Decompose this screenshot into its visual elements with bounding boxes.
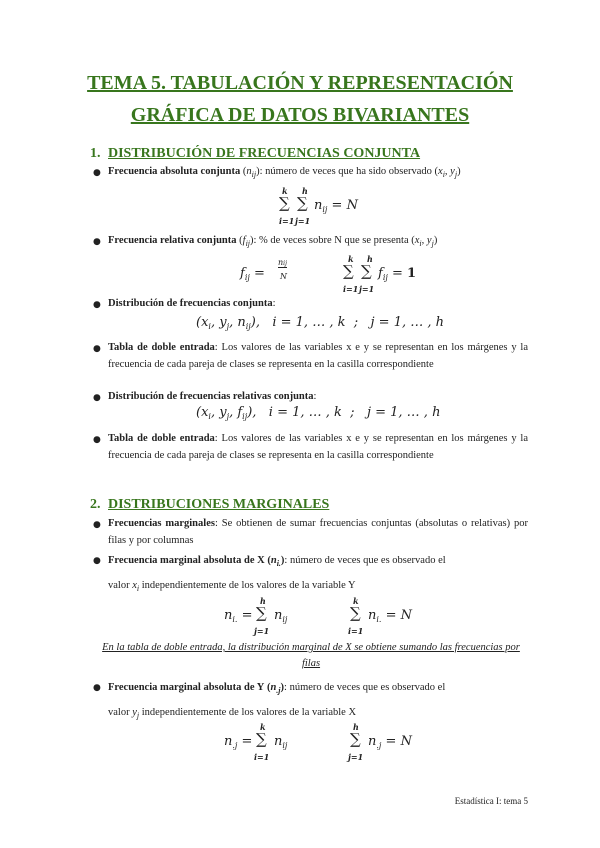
bullet-icon: ● xyxy=(93,393,101,403)
term: Distribución de frecuencias conjunta xyxy=(108,298,273,309)
formula-marginal-y-sum: h ∑ j=1 $n_{.j} = N$ xyxy=(348,722,412,762)
text: valor xyxy=(108,707,130,718)
section-heading: DISTRIBUCIÓN DE FRECUENCIAS CONJUNTA xyxy=(108,146,421,161)
bullet-icon: ● xyxy=(93,344,101,354)
formula-relative-dist: ($x_i$, $y_j$, $f_{ij}$), i = 1, … , k ; j = 1, … , h xyxy=(196,405,441,421)
paragraph: Distribución de frecuencias relativas conjunta: xyxy=(108,391,317,402)
page-title: TEMA 5. TABULACIÓN Y REPRESENTACIÓN xyxy=(87,72,513,94)
formula-marginal-x-sum: k ∑ i=1 $n_{i.} = N$ xyxy=(348,596,413,636)
term: Frecuencia marginal absoluta de X xyxy=(108,555,265,566)
bullet-icon: ● xyxy=(93,300,101,310)
note: En la tabla de doble entrada, la distribución marginal de X se obtiene sumando las frecuencias por filas xyxy=(102,642,520,669)
page-title-line2: GRÁFICA DE DATOS BIVARIANTES xyxy=(130,104,470,126)
section-number: 1. xyxy=(90,146,101,161)
term: Tabla de doble entrada xyxy=(108,342,215,353)
bullet-icon: ● xyxy=(93,520,101,530)
text: : número de veces que es observado el xyxy=(284,682,446,693)
text: : Los valores de las variables x e y se representan en los márgenes y la frecuencia de cada pareja de clases se representa en la casilla correspondiente xyxy=(108,342,528,370)
text: : número de veces que ha sido observado xyxy=(259,166,432,177)
bullet-icon: ● xyxy=(93,683,101,693)
term: Distribución de frecuencias relativas conjunta xyxy=(108,391,314,402)
term: Frecuencia marginal absoluta de Y xyxy=(108,682,265,693)
text: valor xyxy=(108,580,130,591)
bullet-icon: ● xyxy=(93,168,101,178)
formula-joint-dist: ($x_i$, $y_j$, $n_{ij}$), i = 1, … , k ; j = 1, … , h xyxy=(196,315,445,331)
text: : número de veces que es observado el xyxy=(284,555,446,566)
bullet-icon: ● xyxy=(93,556,101,566)
paragraph: Frecuencia marginal absoluta de X $(n_{i.})$: número de veces que es observado el valor $x_i$ independientemente de los valores de la variable Y xyxy=(108,555,446,593)
paragraph xyxy=(108,515,528,549)
formula-relative: $f_{ij}$ = nij N xyxy=(240,258,287,282)
paragraph: Frecuencia relativa conjunta $(f_{ij})$: % de veces sobre N que se presenta ($x_i$, $y_j$) xyxy=(108,235,438,248)
bullet-icon: ● xyxy=(93,237,101,247)
term: Frecuencias marginales xyxy=(108,518,215,529)
term: Tabla de doble entrada xyxy=(108,433,215,444)
text: independientemente de los valores de la variable Y xyxy=(141,580,356,591)
term: Frecuencia relativa conjunta xyxy=(108,235,237,246)
text: : Los valores de las variables x e y se representan en los márgenes y la frecuencia de cada pareja de clases se representa en la casilla correspondiente xyxy=(108,433,528,461)
text: independientemente de los valores de la variable X xyxy=(141,707,357,718)
section-number: 2. xyxy=(90,497,101,512)
section-heading: DISTRIBUCIONES MARGINALES xyxy=(108,497,330,512)
paragraph: Distribución de frecuencias conjunta: xyxy=(108,298,276,309)
paragraph: Frecuencia marginal absoluta de Y $(n_{.j})$: número de veces que es observado el valor $y_j$ independientemente de los valores de la variable X xyxy=(108,682,446,720)
term: Frecuencia absoluta conjunta xyxy=(108,166,241,177)
formula-double-sum: k h ∑ ∑ i=1 j=1 $n_{ij} = N$ xyxy=(279,186,358,226)
formula-marginal-y: $n_{.j}$ = k ∑ i=1 $n_{ij}$ xyxy=(224,722,288,762)
text: : % de veces sobre N que se presenta xyxy=(253,235,409,246)
formula-marginal-x: $n_{i.}$ = h ∑ j=1 $n_{ij}$ xyxy=(224,596,288,636)
text: : Se obtienen de sumar frecuencias conjuntas (absolutas o relativas) por filas y por columnas xyxy=(108,518,528,546)
footer: Estadística I: tema 5 xyxy=(454,796,528,806)
bullet-icon: ● xyxy=(93,435,101,445)
paragraph: Frecuencia absoluta conjunta $(n_{ij})$: número de veces que ha sido observado ($x_i$, $y_j$) xyxy=(108,166,461,179)
paragraph xyxy=(108,339,528,373)
formula-relative-sum: k h ∑ ∑ i=1 j=1 $f_{ij} = 1$ xyxy=(343,254,417,294)
paragraph xyxy=(108,430,528,464)
